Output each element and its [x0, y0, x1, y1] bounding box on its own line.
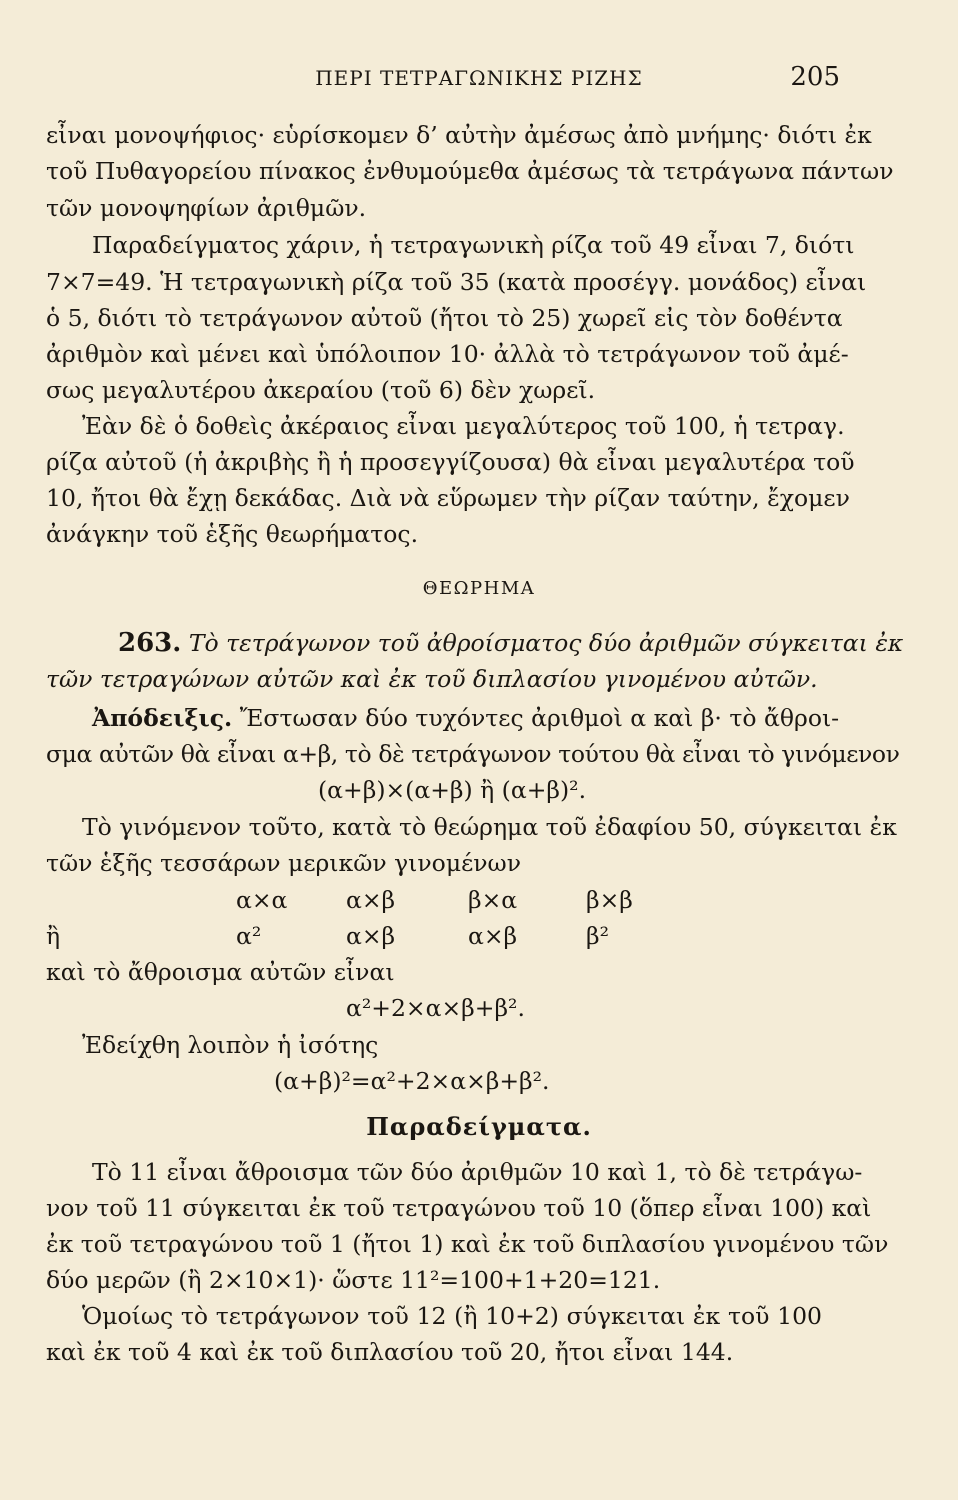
or-word: ἢ [46, 922, 61, 950]
text-line: Παραδείγματος χάριν, ἡ τετραγωνικὴ ρίζα τοῦ 49 εἶναι 7, διότι [92, 231, 855, 259]
proof-line [92, 703, 840, 733]
theorem-line [118, 628, 904, 658]
text-line: σως μεγαλυτέρου ἀκεραίου (τοῦ 6) δὲν χωρεῖ. [46, 376, 596, 404]
product-cell: α×β [346, 886, 396, 914]
text-line: καὶ ἐκ τοῦ 4 καὶ ἐκ τοῦ διπλασίου τοῦ 20, ἤτοι εἶναι 144. [46, 1338, 734, 1366]
formula: (α+β)²=α²+2×α×β+β². [274, 1067, 550, 1095]
text-line: καὶ τὸ ἄθροισμα αὐτῶν εἶναι [46, 958, 395, 986]
product-cell: α×β [346, 922, 396, 950]
product-cell: α² [236, 922, 262, 950]
running-title: ΠΕΡΙ ΤΕΤΡΑΓΩΝΙΚΗΣ ΡΙΖΗΣ [315, 66, 643, 90]
formula: α²+2×α×β+β². [346, 994, 525, 1022]
page-number: 205 [790, 62, 840, 92]
text-line: 7×7=49. Ἡ τετραγωνικὴ ρίζα τοῦ 35 (κατὰ προσέγγ. μονάδος) εἶναι [46, 268, 867, 296]
text-line: τῶν ἑξῆς τεσσάρων μερικῶν γινομένων [46, 849, 522, 877]
page-header [0, 62, 958, 98]
text-line: ἐκ τοῦ τετραγώνου τοῦ 1 (ἤτοι 1) καὶ ἐκ τοῦ διπλασίου γινομένου τῶν [46, 1230, 889, 1258]
product-cell: α×α [236, 886, 288, 914]
product-cell: β×α [468, 886, 518, 914]
text-line: Ἐὰν δὲ ὁ δοθεὶς ἀκέραιος εἶναι μεγαλύτερος τοῦ 100, ἡ τετραγ. [82, 412, 845, 440]
text-line: Ὁμοίως τὸ τετράγωνον τοῦ 12 (ἢ 10+2) σύγκειται ἐκ τοῦ 100 [82, 1302, 822, 1330]
text-line: τῶν μονοψηφίων ἀριθμῶν. [46, 194, 367, 222]
theorem-number: 263. [118, 628, 182, 658]
theorem-statement: τῶν τετραγώνων αὐτῶν καὶ ἐκ τοῦ διπλασίου γινομένου αὐτῶν. [46, 665, 818, 693]
proof-line: σμα αὐτῶν θὰ εἶναι α+β, τὸ δὲ τετράγωνον τούτου θὰ εἶναι τὸ γινόμενον [46, 740, 900, 768]
theorem-statement: Τὸ τετράγωνον τοῦ ἀθροίσματος δύο ἀριθμῶν σύγκειται ἐκ [188, 629, 904, 657]
proof-text: Ἔστωσαν δύο τυχόντες ἀριθμοὶ α καὶ β· τὸ ἄθροι- [239, 704, 840, 732]
text-line: ἀριθμὸν καὶ μένει καὶ ὑπόλοιπον 10· ἀλλὰ τὸ τετράγωνον τοῦ ἀμέ- [46, 340, 849, 368]
product-cell: α×β [468, 922, 518, 950]
examples-heading: Παραδείγματα. [366, 1112, 592, 1141]
product-cell: β×β [586, 886, 633, 914]
text-line: ρίζα αὐτοῦ (ἡ ἀκριβὴς ἢ ἡ προσεγγίζουσα) θὰ εἶναι μεγαλυτέρα τοῦ [46, 448, 855, 476]
text-line: εἶναι μονοψήφιος· εὑρίσκομεν δ’ αὐτὴν ἀμέσως ἀπὸ μνήμης· διότι ἐκ [46, 121, 872, 149]
formula: (α+β)×(α+β) ἢ (α+β)². [318, 776, 587, 804]
text-line: 10, ἤτοι θὰ ἔχῃ δεκάδας. Διὰ νὰ εὕρωμεν τὴν ρίζαν ταύτην, ἔχομεν [46, 484, 850, 512]
product-cell: β² [586, 922, 610, 950]
text-line: Τὸ γινόμενον τοῦτο, κατὰ τὸ θεώρημα τοῦ ἐδαφίου 50, σύγκειται ἐκ [82, 813, 897, 841]
text-line: δύο μερῶν (ἢ 2×10×1)· ὥστε 11²=100+1+20=121. [46, 1266, 661, 1294]
text-line: ὁ 5, διότι τὸ τετράγωνον αὐτοῦ (ἤτοι τὸ 25) χωρεῖ εἰς τὸν δοθέντα [46, 304, 843, 332]
theorem-heading: ΘΕΩΡΗΜΑ [422, 578, 536, 599]
text-line: ἀνάγκην τοῦ ἑξῆς θεωρήματος. [46, 520, 419, 548]
text-line: τοῦ Πυθαγορείου πίνακος ἐνθυμούμεθα ἀμέσως τὰ τετράγωνα πάντων [46, 157, 894, 185]
text-line: Ἐδείχθη λοιπὸν ἡ ἰσότης [82, 1031, 379, 1059]
proof-label: Ἀπόδειξις. [92, 704, 233, 732]
text-line: νον τοῦ 11 σύγκειται ἐκ τοῦ τετραγώνου τοῦ 10 (ὅπερ εἶναι 100) καὶ [46, 1194, 872, 1222]
text-line: Τὸ 11 εἶναι ἄθροισμα τῶν δύο ἀριθμῶν 10 καὶ 1, τὸ δὲ τετράγω- [92, 1158, 863, 1186]
